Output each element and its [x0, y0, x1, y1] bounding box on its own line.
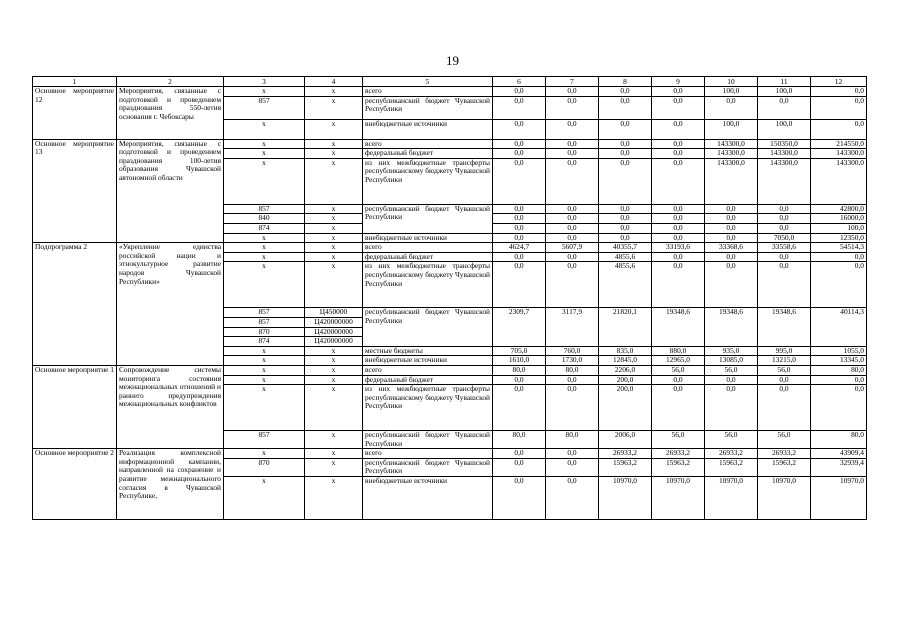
value-cell: 0,0	[811, 262, 867, 308]
code-cell: x	[305, 233, 363, 243]
funding-source-cell: внебюджетные источники	[363, 119, 493, 139]
header-cell: 5	[363, 77, 493, 87]
value-cell: 2206,0	[599, 365, 652, 375]
code-cell: x	[224, 477, 305, 520]
code-cell: x	[305, 385, 363, 431]
value-cell: 19348,6	[705, 308, 758, 346]
value-cell: 0,0	[493, 119, 546, 139]
funding-source-cell: всего	[363, 449, 493, 459]
value-cell: 0,0	[652, 149, 705, 159]
code-cell: 857	[224, 431, 305, 449]
value-cell: 0,0	[652, 214, 705, 224]
value-cell: 0,0	[546, 87, 599, 97]
value-cell: 56,0	[705, 365, 758, 375]
value-cell: 100,0	[705, 119, 758, 139]
table-row	[33, 87, 867, 97]
code-cell: x	[305, 139, 363, 149]
code-cell: x	[224, 449, 305, 459]
program-description-cell: Мероприятия, связанные с подготовкой и проведением празднования 550-летия основания г. Чебоксары	[117, 87, 224, 140]
value-cell: 0,0	[493, 87, 546, 97]
value-cell: 13085,0	[705, 356, 758, 366]
value-cell: 0,0	[493, 158, 546, 204]
value-cell: 0,0	[705, 223, 758, 233]
value-cell: 0,0	[493, 458, 546, 476]
funding-source-cell: федеральный бюджет	[363, 149, 493, 159]
value-cell: 13345,0	[811, 356, 867, 366]
code-cell: x	[305, 477, 363, 520]
value-cell: 4855,6	[599, 262, 652, 308]
value-cell: 0,0	[652, 385, 705, 431]
value-cell: 4624,7	[493, 243, 546, 253]
value-cell: 0,0	[652, 158, 705, 204]
value-cell: 0,0	[599, 233, 652, 243]
value-cell: 100,0	[705, 87, 758, 97]
code-cell: Ц420000000	[305, 337, 363, 347]
code-cell: Ц420000000	[305, 327, 363, 337]
value-cell: 143300,0	[758, 158, 811, 204]
value-cell: 0,0	[493, 449, 546, 459]
header-cell: 9	[652, 77, 705, 87]
header-cell: 8	[599, 77, 652, 87]
value-cell: 0,0	[652, 252, 705, 262]
value-cell: 40355,7	[599, 243, 652, 253]
value-cell: 15963,2	[599, 458, 652, 476]
value-cell: 19348,6	[758, 308, 811, 346]
value-cell: 0,0	[546, 223, 599, 233]
value-cell: 10970,0	[705, 477, 758, 520]
code-cell: 840	[224, 214, 305, 224]
code-cell: x	[305, 458, 363, 476]
value-cell: 0,0	[546, 149, 599, 159]
value-cell: 0,0	[599, 214, 652, 224]
funding-source-cell: республиканский бюджет Чувашской Республики	[363, 96, 493, 119]
value-cell: 0,0	[599, 96, 652, 119]
code-cell: x	[224, 139, 305, 149]
value-cell: 33368,6	[705, 243, 758, 253]
value-cell: 0,0	[758, 375, 811, 385]
funding-source-cell: федеральный бюджет	[363, 252, 493, 262]
value-cell: 835,0	[599, 346, 652, 356]
code-cell: x	[305, 252, 363, 262]
value-cell: 32939,4	[811, 458, 867, 476]
value-cell: 1730,0	[546, 356, 599, 366]
code-cell: x	[224, 87, 305, 97]
value-cell: 26933,2	[758, 449, 811, 459]
code-cell: x	[305, 204, 363, 214]
code-cell: x	[305, 431, 363, 449]
value-cell: 33558,6	[758, 243, 811, 253]
page-number: 19	[446, 53, 459, 68]
value-cell: 10970,0	[811, 477, 867, 520]
value-cell: 0,0	[546, 204, 599, 214]
value-cell: 0,0	[705, 375, 758, 385]
header-cell: 3	[224, 77, 305, 87]
program-description-cell: «Укрепление единства российской нации и этнокультурное развитие народов Чувашской Республики»	[117, 243, 224, 366]
value-cell: 0,0	[599, 139, 652, 149]
value-cell: 3117,9	[546, 308, 599, 346]
code-cell: 857	[224, 317, 305, 327]
value-cell: 56,0	[652, 431, 705, 449]
value-cell: 0,0	[705, 262, 758, 308]
value-cell: 0,0	[493, 204, 546, 214]
value-cell: 15963,2	[705, 458, 758, 476]
value-cell: 12845,0	[599, 356, 652, 366]
value-cell: 0,0	[493, 252, 546, 262]
value-cell: 0,0	[652, 119, 705, 139]
code-cell: x	[305, 243, 363, 253]
value-cell: 0,0	[705, 385, 758, 431]
program-description-cell: Сопровождение системы мониторинга состояния межнациональных отношений и раннего предупреждения межнациональных конфликтов	[117, 365, 224, 448]
value-cell: 0,0	[758, 252, 811, 262]
code-cell: Ц420000000	[305, 317, 363, 327]
funding-source-cell: всего	[363, 87, 493, 97]
code-cell: x	[224, 149, 305, 159]
header-cell: 4	[305, 77, 363, 87]
program-name-cell: Основное мероприятие 1	[33, 365, 117, 448]
funding-source-cell: всего	[363, 243, 493, 253]
value-cell: 10970,0	[652, 477, 705, 520]
code-cell: x	[224, 375, 305, 385]
value-cell: 0,0	[546, 252, 599, 262]
value-cell: 214550,0	[811, 139, 867, 149]
value-cell: 33193,6	[652, 243, 705, 253]
value-cell: 1055,0	[811, 346, 867, 356]
value-cell: 5607,9	[546, 243, 599, 253]
value-cell: 0,0	[493, 385, 546, 431]
value-cell: 0,0	[599, 119, 652, 139]
value-cell: 143300,0	[811, 158, 867, 204]
code-cell: 870	[224, 327, 305, 337]
code-cell: Ц450000	[305, 308, 363, 318]
value-cell: 80,0	[493, 431, 546, 449]
code-cell: x	[224, 158, 305, 204]
program-name-cell: Подпрограмма 2	[33, 243, 117, 366]
value-cell: 0,0	[546, 375, 599, 385]
value-cell: 56,0	[652, 365, 705, 375]
value-cell: 40114,3	[811, 308, 867, 346]
code-cell: x	[305, 96, 363, 119]
value-cell: 0,0	[652, 233, 705, 243]
value-cell: 0,0	[546, 262, 599, 308]
value-cell: 80,0	[811, 365, 867, 375]
value-cell: 2309,7	[493, 308, 546, 346]
value-cell: 54514,3	[811, 243, 867, 253]
value-cell: 0,0	[652, 375, 705, 385]
value-cell: 100,0	[758, 119, 811, 139]
value-cell: 56,0	[705, 431, 758, 449]
code-cell: x	[224, 365, 305, 375]
code-cell: x	[305, 375, 363, 385]
value-cell: 0,0	[705, 96, 758, 119]
code-cell: x	[305, 223, 363, 233]
value-cell: 143300,0	[811, 149, 867, 159]
value-cell: 705,0	[493, 346, 546, 356]
value-cell: 200,0	[599, 385, 652, 431]
value-cell: 19348,6	[652, 308, 705, 346]
value-cell: 26933,2	[599, 449, 652, 459]
budget-table	[32, 76, 867, 520]
value-cell: 0,0	[546, 139, 599, 149]
value-cell: 2006,0	[599, 431, 652, 449]
value-cell: 143300,0	[758, 149, 811, 159]
value-cell: 150350,0	[758, 139, 811, 149]
code-cell: 857	[224, 308, 305, 318]
code-cell: x	[305, 262, 363, 308]
table-row	[33, 365, 867, 375]
value-cell: 0,0	[705, 233, 758, 243]
funding-source-cell: республиканский бюджет Чувашской Республики	[363, 204, 493, 233]
code-cell: x	[224, 346, 305, 356]
value-cell: 0,0	[493, 96, 546, 119]
program-name-cell: Основное мероприятие 2	[33, 449, 117, 520]
value-cell: 0,0	[705, 214, 758, 224]
header-cell: 10	[705, 77, 758, 87]
value-cell: 0,0	[493, 477, 546, 520]
funding-source-cell: республиканский бюджет Чувашской Республики	[363, 431, 493, 449]
program-description-cell: Мероприятия, связанные с подготовкой и проведением празднования 100-летия образования Чувашской автономной области	[117, 139, 224, 243]
value-cell: 0,0	[652, 139, 705, 149]
value-cell: 12965,0	[652, 356, 705, 366]
funding-source-cell: всего	[363, 139, 493, 149]
value-cell: 143300,0	[705, 158, 758, 204]
program-name-cell: Основное мероприятие 12	[33, 87, 117, 140]
value-cell: 0,0	[758, 385, 811, 431]
value-cell: 0,0	[811, 375, 867, 385]
value-cell: 760,0	[546, 346, 599, 356]
value-cell: 0,0	[493, 233, 546, 243]
value-cell: 0,0	[705, 252, 758, 262]
program-name-cell: Основное мероприятие 13	[33, 139, 117, 243]
code-cell: 874	[224, 223, 305, 233]
funding-source-cell: из них межбюджетные трансферты республиканскому бюджету Чувашской Республики	[363, 385, 493, 431]
code-cell: 857	[224, 204, 305, 214]
value-cell: 0,0	[652, 204, 705, 214]
code-cell: x	[305, 365, 363, 375]
funding-source-cell: республиканский бюджет Чувашской Республики	[363, 308, 493, 346]
value-cell: 16000,0	[811, 214, 867, 224]
value-cell: 143300,0	[705, 139, 758, 149]
value-cell: 13215,0	[758, 356, 811, 366]
funding-source-cell: всего	[363, 365, 493, 375]
value-cell: 0,0	[652, 223, 705, 233]
funding-source-cell: внебюджетные источники	[363, 356, 493, 366]
code-cell: 874	[224, 337, 305, 347]
table-row	[33, 139, 867, 149]
header-cell: 7	[546, 77, 599, 87]
code-cell: 870	[224, 458, 305, 476]
header-cell: 2	[117, 77, 224, 87]
table-row	[33, 449, 867, 459]
value-cell: 56,0	[758, 365, 811, 375]
value-cell: 0,0	[599, 87, 652, 97]
value-cell: 0,0	[599, 204, 652, 214]
value-cell: 0,0	[493, 223, 546, 233]
value-cell: 143300,0	[705, 149, 758, 159]
value-cell: 0,0	[652, 96, 705, 119]
value-cell: 0,0	[493, 262, 546, 308]
header-cell: 11	[758, 77, 811, 87]
value-cell: 7050,0	[758, 233, 811, 243]
value-cell: 0,0	[546, 477, 599, 520]
value-cell: 0,0	[493, 149, 546, 159]
value-cell: 0,0	[546, 214, 599, 224]
value-cell: 0,0	[599, 223, 652, 233]
value-cell: 0,0	[758, 223, 811, 233]
code-cell: x	[224, 119, 305, 139]
value-cell: 0,0	[652, 87, 705, 97]
value-cell: 0,0	[811, 96, 867, 119]
value-cell: 880,0	[652, 346, 705, 356]
value-cell: 80,0	[546, 365, 599, 375]
value-cell: 0,0	[599, 158, 652, 204]
value-cell: 10970,0	[599, 477, 652, 520]
code-cell: x	[305, 346, 363, 356]
value-cell: 995,0	[758, 346, 811, 356]
code-cell: x	[224, 243, 305, 253]
value-cell: 10970,0	[758, 477, 811, 520]
code-cell: x	[305, 449, 363, 459]
funding-source-cell: внебюджетные источники	[363, 233, 493, 243]
funding-source-cell: внебюджетные источники	[363, 477, 493, 520]
value-cell: 12350,0	[811, 233, 867, 243]
value-cell: 80,0	[546, 431, 599, 449]
value-cell: 4855,6	[599, 252, 652, 262]
value-cell: 0,0	[546, 449, 599, 459]
value-cell: 0,0	[546, 158, 599, 204]
value-cell: 0,0	[811, 119, 867, 139]
value-cell: 80,0	[811, 431, 867, 449]
code-cell: x	[224, 262, 305, 308]
value-cell: 0,0	[493, 375, 546, 385]
value-cell: 0,0	[546, 233, 599, 243]
code-cell: x	[224, 233, 305, 243]
value-cell: 15963,2	[652, 458, 705, 476]
code-cell: x	[305, 149, 363, 159]
value-cell: 935,0	[705, 346, 758, 356]
value-cell: 0,0	[546, 119, 599, 139]
value-cell: 0,0	[546, 458, 599, 476]
value-cell: 0,0	[493, 214, 546, 224]
code-cell: x	[305, 119, 363, 139]
code-cell: x	[305, 87, 363, 97]
value-cell: 42800,0	[811, 204, 867, 214]
value-cell: 0,0	[811, 252, 867, 262]
value-cell: 43909,4	[811, 449, 867, 459]
code-cell: x	[305, 214, 363, 224]
table-row	[33, 243, 867, 253]
value-cell: 0,0	[758, 204, 811, 214]
value-cell: 0,0	[758, 214, 811, 224]
value-cell: 0,0	[705, 204, 758, 214]
value-cell: 0,0	[811, 87, 867, 97]
value-cell: 0,0	[599, 149, 652, 159]
value-cell: 0,0	[758, 96, 811, 119]
value-cell: 56,0	[758, 431, 811, 449]
funding-source-cell: федеральный бюджет	[363, 375, 493, 385]
header-cell: 12	[811, 77, 867, 87]
value-cell: 80,0	[493, 365, 546, 375]
header-row	[33, 77, 867, 87]
code-cell: x	[305, 158, 363, 204]
code-cell: x	[224, 385, 305, 431]
value-cell: 100,0	[758, 87, 811, 97]
code-cell: x	[224, 252, 305, 262]
value-cell: 0,0	[546, 96, 599, 119]
value-cell: 1610,0	[493, 356, 546, 366]
value-cell: 0,0	[758, 262, 811, 308]
header-cell: 1	[33, 77, 117, 87]
code-cell: 857	[224, 96, 305, 119]
value-cell: 200,0	[599, 375, 652, 385]
header-cell: 6	[493, 77, 546, 87]
code-cell: x	[224, 356, 305, 366]
value-cell: 15963,2	[758, 458, 811, 476]
funding-source-cell: республиканский бюджет Чувашской Республики	[363, 458, 493, 476]
funding-source-cell: из них межбюджетные трансферты республиканскому бюджету Чувашской Республики	[363, 262, 493, 308]
value-cell: 0,0	[546, 385, 599, 431]
value-cell: 100,0	[811, 223, 867, 233]
funding-source-cell: местные бюджеты	[363, 346, 493, 356]
value-cell: 0,0	[493, 139, 546, 149]
program-description-cell: Реализация комплексной информационной кампании, направленной на сохранение и развитие межнационального согласия в Чувашской Республике,	[117, 449, 224, 520]
funding-source-cell: из них межбюджетные трансферты республиканскому бюджету Чувашской Республики	[363, 158, 493, 204]
value-cell: 26933,2	[705, 449, 758, 459]
code-cell: x	[305, 356, 363, 366]
value-cell: 26933,2	[652, 449, 705, 459]
value-cell: 21820,1	[599, 308, 652, 346]
value-cell: 0,0	[811, 385, 867, 431]
value-cell: 0,0	[652, 262, 705, 308]
